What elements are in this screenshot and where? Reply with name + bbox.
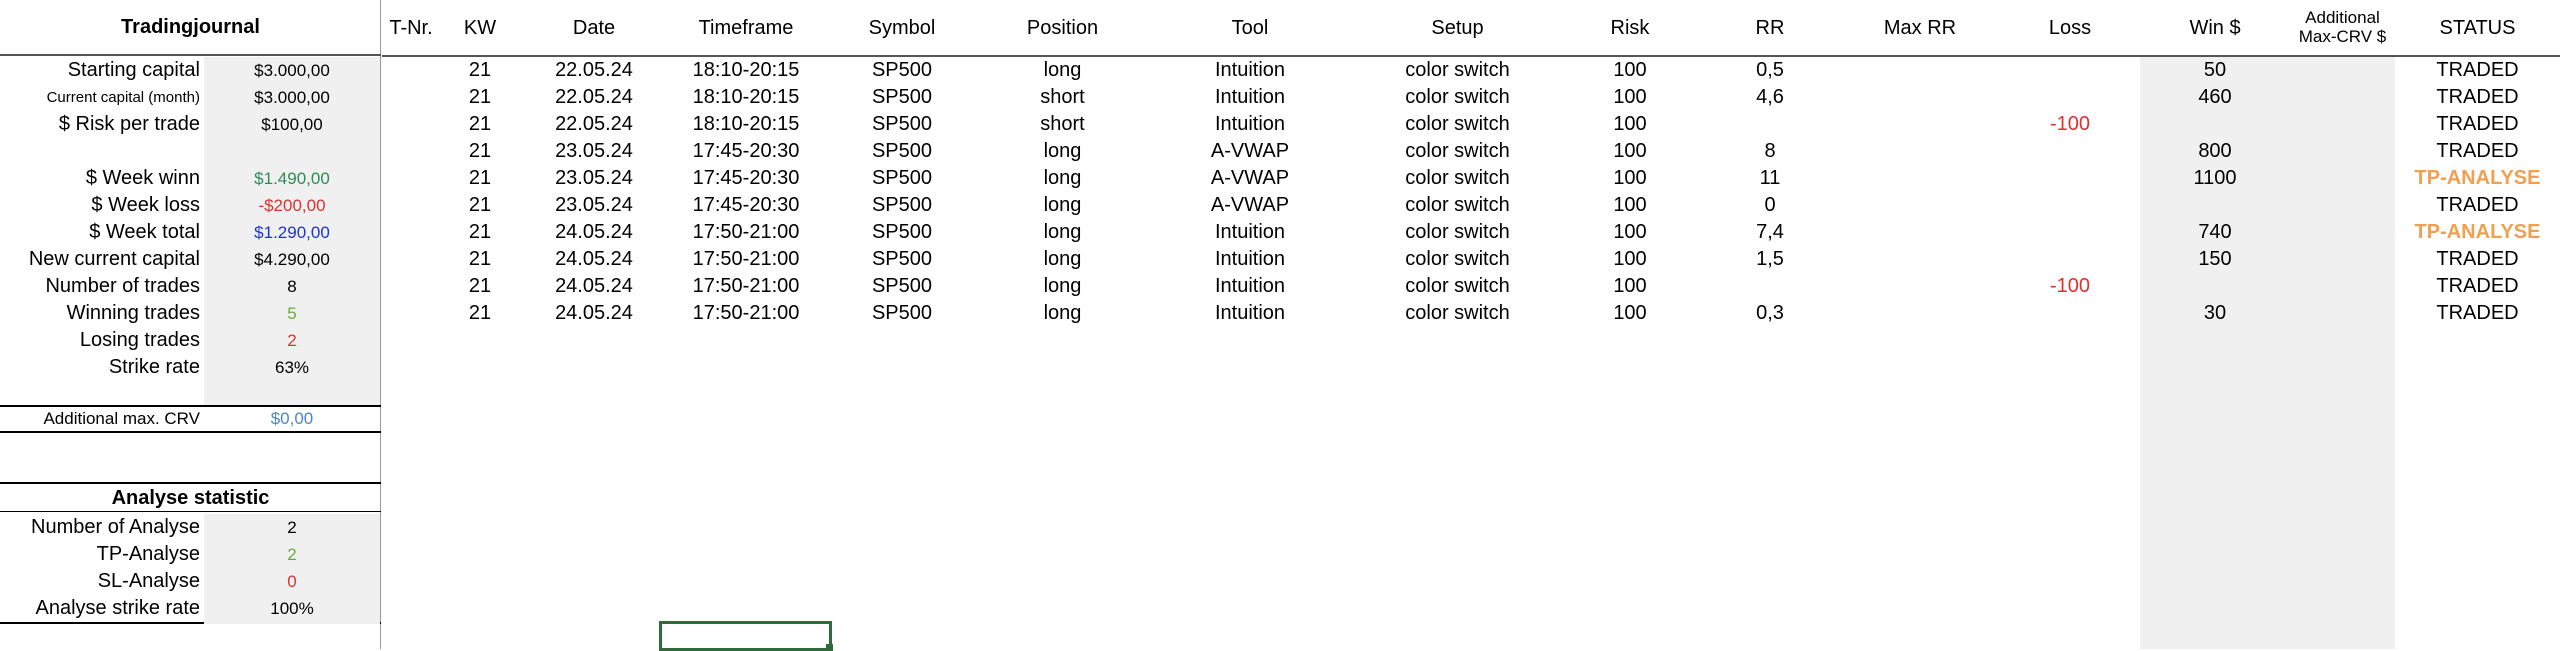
summary-label: Current capital (month) [46, 89, 200, 106]
cell-timeframe[interactable]: 17:45-20:30 [692, 167, 800, 189]
cell-position[interactable]: long [1043, 302, 1082, 324]
cell-addcrv[interactable] [2290, 219, 2395, 246]
cell-setup[interactable]: color switch [1405, 140, 1510, 162]
cell-symbol[interactable]: SP500 [871, 167, 933, 189]
cell-tnr[interactable] [382, 300, 440, 327]
cell-win[interactable] [2140, 192, 2290, 219]
cell-symbol[interactable]: SP500 [871, 140, 933, 162]
cell-position[interactable]: long [1043, 275, 1082, 297]
cell-tool[interactable]: Intuition [1214, 248, 1286, 270]
cell-symbol[interactable]: SP500 [871, 275, 933, 297]
cell-symbol[interactable]: SP500 [871, 221, 933, 243]
summary-value: $3.000,00 [254, 61, 330, 80]
cell-status[interactable]: TRADED [2436, 113, 2519, 135]
cell-tnr[interactable] [382, 246, 440, 273]
cell-maxrr[interactable] [1840, 246, 2000, 273]
cell-timeframe[interactable]: 17:45-20:30 [692, 140, 800, 162]
cell-loss[interactable]: -100 [2049, 275, 2091, 297]
cell-addcrv[interactable] [2290, 57, 2395, 84]
cell-status[interactable]: TRADED [2436, 59, 2519, 81]
column-header-setup[interactable]: Setup [1431, 17, 1484, 39]
cell-tnr[interactable] [382, 165, 440, 192]
cell-timeframe[interactable]: 17:50-21:00 [692, 302, 800, 324]
summary-value: -$200,00 [258, 196, 326, 215]
analyse-value: 0 [287, 572, 297, 591]
summary-value: $100,00 [261, 115, 323, 134]
cell-timeframe[interactable]: 18:10-20:15 [692, 86, 800, 108]
column-header-addcrv[interactable]: Additional Max-CRV $ [2298, 8, 2387, 46]
summary-value: $4.290,00 [254, 250, 330, 269]
cell-status[interactable]: TRADED [2436, 275, 2519, 297]
cell-tool[interactable]: Intuition [1214, 59, 1286, 81]
crv-box [0, 405, 381, 433]
summary-value: 2 [287, 331, 297, 350]
cell-risk[interactable]: 100 [1613, 167, 1647, 189]
cell-status[interactable]: TRADED [2436, 140, 2519, 162]
cell-maxrr[interactable] [1840, 84, 2000, 111]
cell-win[interactable]: 740 [2198, 221, 2232, 243]
cell-maxrr[interactable] [1840, 273, 2000, 300]
summary-panel [0, 0, 381, 649]
analyse-value: 2 [287, 518, 297, 537]
cell-position[interactable]: short [1040, 86, 1085, 108]
cell-date[interactable]: 24.05.24 [555, 248, 633, 270]
cell-date[interactable]: 24.05.24 [555, 221, 633, 243]
cell-timeframe[interactable]: 18:10-20:15 [692, 113, 800, 135]
cell-status[interactable]: TRADED [2436, 302, 2519, 324]
cell-risk[interactable]: 100 [1613, 194, 1647, 216]
cell-status[interactable]: TP-ANALYSE [2414, 167, 2541, 189]
cell-timeframe[interactable]: 17:45-20:30 [692, 194, 800, 216]
analyse-label: TP-Analyse [96, 543, 200, 565]
cell-position[interactable]: long [1043, 59, 1082, 81]
column-header-symbol[interactable]: Symbol [868, 17, 936, 39]
cell-rr[interactable]: 8 [1764, 140, 1776, 162]
summary-value: 5 [287, 304, 297, 323]
cell-kw[interactable]: 21 [468, 194, 492, 216]
summary-label: $ Risk per trade [58, 113, 200, 135]
cell-date[interactable]: 22.05.24 [555, 113, 633, 135]
cell-risk[interactable]: 100 [1613, 221, 1647, 243]
cell-date[interactable]: 22.05.24 [555, 59, 633, 81]
column-header-win[interactable]: Win $ [2189, 17, 2241, 39]
cell-status[interactable]: TP-ANALYSE [2414, 221, 2541, 243]
cell-win[interactable]: 460 [2198, 86, 2232, 108]
cell-position[interactable]: long [1043, 140, 1082, 162]
cell-setup[interactable]: color switch [1405, 221, 1510, 243]
cell-loss[interactable] [2000, 84, 2140, 111]
cell-setup[interactable]: color switch [1405, 167, 1510, 189]
cell-tnr[interactable] [382, 57, 440, 84]
cell-position[interactable]: long [1043, 248, 1082, 270]
analyse-value: 100% [270, 599, 314, 618]
cell-timeframe[interactable]: 17:50-21:00 [692, 275, 800, 297]
cell-loss[interactable] [2000, 246, 2140, 273]
cell-symbol[interactable]: SP500 [871, 248, 933, 270]
cell-loss[interactable] [2000, 165, 2140, 192]
cell-maxrr[interactable] [1840, 111, 2000, 138]
cell-loss[interactable] [2000, 57, 2140, 84]
cell-kw[interactable]: 21 [468, 275, 492, 297]
cell-tnr[interactable] [382, 219, 440, 246]
cell-date[interactable]: 22.05.24 [555, 86, 633, 108]
cell-win[interactable]: 30 [2203, 302, 2227, 324]
analyse-value: 2 [287, 545, 297, 564]
cell-risk[interactable]: 100 [1613, 86, 1647, 108]
cell-position[interactable]: long [1043, 221, 1082, 243]
cell-win[interactable]: 800 [2198, 140, 2232, 162]
cell-date[interactable]: 24.05.24 [555, 275, 633, 297]
cell-rr[interactable] [1700, 273, 1840, 300]
cell-symbol[interactable]: SP500 [871, 59, 933, 81]
cell-symbol[interactable]: SP500 [871, 194, 933, 216]
cell-kw[interactable]: 21 [468, 140, 492, 162]
analyse-label: Number of Analyse [31, 516, 200, 538]
cell-loss[interactable] [2000, 138, 2140, 165]
cell-rr[interactable]: 11 [1759, 167, 1781, 189]
cell-addcrv[interactable] [2290, 300, 2395, 327]
cell-tool[interactable]: A-VWAP [1210, 140, 1290, 162]
cell-kw[interactable]: 21 [468, 302, 492, 324]
cell-rr[interactable]: 7,4 [1756, 221, 1784, 243]
cell-symbol[interactable]: SP500 [871, 302, 933, 324]
cell-risk[interactable]: 100 [1613, 113, 1647, 135]
cell-risk[interactable]: 100 [1613, 275, 1647, 297]
column-header-kw[interactable]: KW [463, 17, 497, 39]
cell-position[interactable]: short [1040, 113, 1085, 135]
cell-tool[interactable]: Intuition [1214, 221, 1286, 243]
summary-label: Strike rate [108, 356, 200, 378]
summary-label: Number of trades [45, 275, 200, 297]
cell-kw[interactable]: 21 [468, 167, 492, 189]
column-header-rr[interactable]: RR [1755, 17, 1785, 39]
summary-label: $ Week winn [85, 167, 200, 189]
cell-symbol[interactable]: SP500 [871, 113, 933, 135]
summary-value [204, 138, 380, 165]
cell-maxrr[interactable] [1840, 57, 2000, 84]
cell-setup[interactable]: color switch [1405, 194, 1510, 216]
column-header-status[interactable]: STATUS [2439, 17, 2516, 39]
cell-setup[interactable]: color switch [1405, 86, 1510, 108]
column-header-risk[interactable]: Risk [1610, 17, 1650, 39]
cell-win[interactable]: 50 [2203, 59, 2227, 81]
column-header-tool[interactable]: Tool [1231, 17, 1269, 39]
cell-setup[interactable]: color switch [1405, 113, 1510, 135]
cell-status[interactable]: TRADED [2436, 86, 2519, 108]
summary-label: Losing trades [79, 329, 200, 351]
cell-tnr[interactable] [382, 273, 440, 300]
journal-title: Tradingjournal [0, 0, 381, 56]
cell-rr[interactable]: 0,3 [1756, 302, 1784, 324]
summary-value: 8 [287, 277, 297, 296]
cell-kw[interactable]: 21 [468, 113, 492, 135]
cell-maxrr[interactable] [1840, 138, 2000, 165]
cell-loss[interactable] [2000, 192, 2140, 219]
cell-timeframe[interactable]: 18:10-20:15 [692, 59, 800, 81]
cell-rr[interactable]: 0,5 [1756, 59, 1784, 81]
cell-maxrr[interactable] [1840, 219, 2000, 246]
cell-tnr[interactable] [382, 111, 440, 138]
summary-label [0, 138, 200, 165]
cell-win[interactable] [2140, 273, 2290, 300]
summary-label: Starting capital [67, 59, 200, 81]
cell-risk[interactable]: 100 [1613, 248, 1647, 270]
cell-setup[interactable]: color switch [1405, 302, 1510, 324]
cell-kw[interactable]: 21 [468, 248, 492, 270]
summary-label: Winning trades [66, 302, 200, 324]
cell-tnr[interactable] [382, 84, 440, 111]
analyse-label: SL-Analyse [97, 570, 200, 592]
cell-setup[interactable]: color switch [1405, 275, 1510, 297]
cell-symbol[interactable]: SP500 [871, 86, 933, 108]
cell-rr[interactable]: 4,6 [1756, 86, 1784, 108]
column-header-timeframe[interactable]: Timeframe [698, 17, 794, 39]
cell-position[interactable]: long [1043, 194, 1082, 216]
cell-tool[interactable]: A-VWAP [1210, 167, 1290, 189]
column-header-position[interactable]: Position [1026, 17, 1099, 39]
cell-maxrr[interactable] [1840, 300, 2000, 327]
cell-kw[interactable]: 21 [468, 59, 492, 81]
column-header-maxrr[interactable]: Max RR [1883, 17, 1957, 39]
cell-addcrv[interactable] [2290, 165, 2395, 192]
cell-risk[interactable]: 100 [1613, 59, 1647, 81]
summary-label: $ Week loss [91, 194, 200, 216]
cell-date[interactable]: 23.05.24 [555, 167, 633, 189]
analyse-label: Analyse strike rate [35, 597, 200, 619]
cell-status[interactable]: TRADED [2436, 194, 2519, 216]
summary-value: $1.490,00 [254, 169, 330, 188]
column-header-loss[interactable]: Loss [2048, 17, 2092, 39]
crv-value: $0,00 [270, 409, 314, 428]
cell-maxrr[interactable] [1840, 165, 2000, 192]
cell-timeframe[interactable]: 17:50-21:00 [692, 221, 800, 243]
cell-win[interactable]: 1100 [2193, 167, 2237, 189]
cell-win[interactable] [2140, 111, 2290, 138]
cell-rr[interactable]: 1,5 [1756, 248, 1784, 270]
cell-rr[interactable] [1700, 111, 1840, 138]
fill-handle[interactable] [826, 644, 833, 651]
cell-addcrv[interactable] [2290, 246, 2395, 273]
cell-loss[interactable]: -100 [2049, 113, 2091, 135]
cell-date[interactable]: 23.05.24 [555, 140, 633, 162]
cell-tnr[interactable] [382, 192, 440, 219]
analyse-title: Analyse statistic [0, 484, 381, 512]
crv-label: Additional max. CRV [43, 409, 200, 428]
cell-addcrv[interactable] [2290, 273, 2395, 300]
cell-addcrv[interactable] [2290, 84, 2395, 111]
summary-value: $3.000,00 [254, 88, 330, 107]
summary-label: New current capital [28, 248, 200, 270]
cell-addcrv[interactable] [2290, 138, 2395, 165]
cell-tool[interactable]: Intuition [1214, 86, 1286, 108]
analyse-block [0, 482, 381, 624]
cell-setup[interactable]: color switch [1405, 59, 1510, 81]
cell-win[interactable]: 150 [2198, 248, 2232, 270]
cell-tool[interactable]: Intuition [1214, 113, 1286, 135]
cell-risk[interactable]: 100 [1613, 302, 1647, 324]
cell-tool[interactable]: Intuition [1214, 302, 1286, 324]
cell-risk[interactable]: 100 [1613, 140, 1647, 162]
cell-date[interactable]: 23.05.24 [555, 194, 633, 216]
cell-setup[interactable]: color switch [1405, 248, 1510, 270]
cell-loss[interactable] [2000, 219, 2140, 246]
cell-maxrr[interactable] [1840, 192, 2000, 219]
column-header-date[interactable]: Date [572, 17, 616, 39]
cell-tool[interactable]: Intuition [1214, 275, 1286, 297]
cell-tnr[interactable] [382, 138, 440, 165]
summary-value: $1.290,00 [254, 223, 330, 242]
cell-addcrv[interactable] [2290, 111, 2395, 138]
summary-label: $ Week total [89, 221, 200, 243]
cell-addcrv[interactable] [2290, 192, 2395, 219]
summary-value: 63% [274, 358, 310, 377]
cell-status[interactable]: TRADED [2436, 248, 2519, 270]
cell-tool[interactable]: A-VWAP [1210, 194, 1290, 216]
cell-kw[interactable]: 21 [468, 221, 492, 243]
cell-timeframe[interactable]: 17:50-21:00 [692, 248, 800, 270]
column-header-tnr[interactable]: T-Nr. [389, 17, 433, 39]
cell-kw[interactable]: 21 [468, 86, 492, 108]
cell-loss[interactable] [2000, 300, 2140, 327]
cell-rr[interactable]: 0 [1764, 194, 1776, 216]
selected-cell[interactable] [659, 621, 832, 651]
cell-date[interactable]: 24.05.24 [555, 302, 633, 324]
cell-position[interactable]: long [1043, 167, 1082, 189]
